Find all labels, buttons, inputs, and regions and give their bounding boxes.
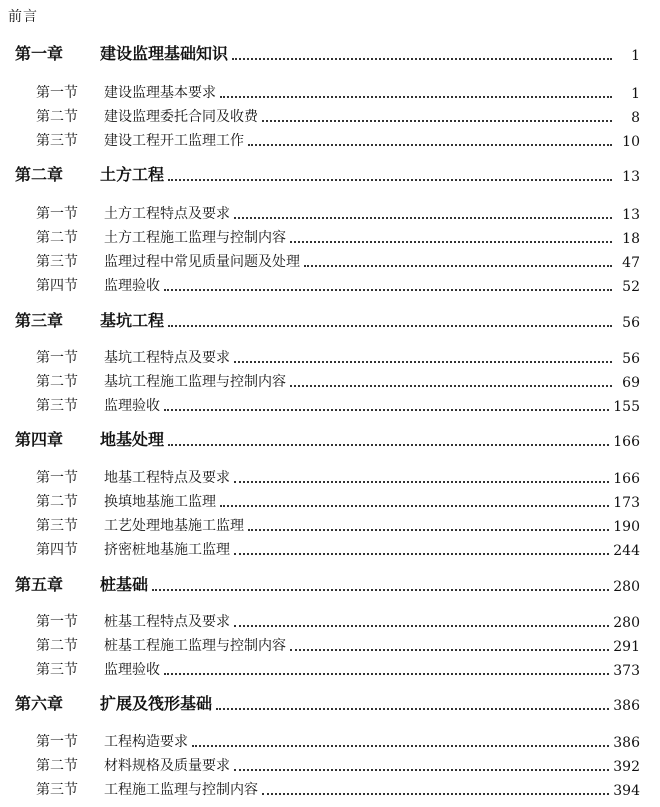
section-title: 基坑工程施工监理与控制内容: [104, 374, 286, 390]
section-label: 第一节: [36, 85, 78, 101]
section-title: 桩基工程施工监理与控制内容: [104, 638, 286, 654]
section-title: 换填地基施工监理: [104, 494, 216, 510]
toc-section-1-3[interactable]: [0, 128, 660, 150]
dot-leader: [290, 384, 612, 387]
page-number: 10: [622, 134, 640, 150]
chapter-title: 桩基础: [100, 575, 149, 594]
dot-leader: [220, 95, 612, 98]
page-number: 394: [613, 783, 640, 799]
section-title: 挤密桩地基施工监理: [104, 542, 230, 558]
toc-section-5-2[interactable]: [0, 633, 660, 655]
toc-section-1-1[interactable]: [0, 80, 660, 102]
toc-section-4-2[interactable]: [0, 489, 660, 511]
page-number: 69: [622, 375, 640, 391]
section-label: 第四节: [36, 278, 78, 294]
section-label: 第二节: [36, 109, 78, 125]
toc-section-6-1[interactable]: [0, 729, 660, 751]
toc-section-2-1[interactable]: [0, 201, 660, 223]
section-label: 第一节: [36, 470, 78, 486]
section-title: 工程构造要求: [104, 734, 188, 750]
dot-leader: [234, 624, 609, 627]
page-number: 13: [622, 169, 640, 185]
page-number: 1: [631, 48, 640, 64]
dot-leader: [234, 768, 609, 771]
page-number: 52: [622, 279, 640, 295]
section-title: 桩基工程特点及要求: [104, 614, 230, 630]
toc-section-5-3[interactable]: [0, 657, 660, 679]
dot-leader: [164, 408, 609, 411]
page-number: 244: [613, 543, 640, 559]
section-title: 基坑工程特点及要求: [104, 350, 230, 366]
dot-leader: [290, 240, 612, 243]
page-number: 47: [622, 255, 640, 271]
toc-section-4-4[interactable]: [0, 537, 660, 559]
section-title: 土方工程特点及要求: [104, 206, 230, 222]
chapter-label: 第三章: [15, 311, 64, 330]
dot-leader: [234, 480, 609, 483]
page-number: 386: [613, 735, 640, 751]
chapter-label: 第五章: [15, 575, 64, 594]
section-title: 工艺处理地基施工监理: [104, 518, 244, 534]
toc-section-4-3[interactable]: [0, 513, 660, 535]
toc-chapter-4[interactable]: [0, 428, 660, 450]
toc-section-3-3[interactable]: [0, 393, 660, 415]
section-label: 第三节: [36, 254, 78, 270]
toc-section-3-2[interactable]: [0, 369, 660, 391]
page-number: 373: [613, 663, 640, 679]
section-title: 建设监理委托合同及收费: [104, 109, 258, 125]
dot-leader: [232, 57, 612, 60]
dot-leader: [234, 552, 609, 555]
section-title: 工程施工监理与控制内容: [104, 782, 258, 798]
dot-leader: [248, 528, 609, 531]
section-label: 第三节: [36, 662, 78, 678]
section-title: 监理验收: [104, 278, 160, 294]
section-title: 材料规格及质量要求: [104, 758, 230, 774]
section-label: 第三节: [36, 518, 78, 534]
dot-leader: [192, 744, 609, 747]
page-number: 166: [613, 434, 640, 450]
section-title: 建设监理基本要求: [104, 85, 216, 101]
preface-heading: 前言: [8, 9, 38, 25]
chapter-title: 地基处理: [100, 430, 165, 449]
page-number: 166: [613, 471, 640, 487]
page-number: 13: [622, 207, 640, 223]
dot-leader: [248, 143, 612, 146]
chapter-label: 第四章: [15, 430, 64, 449]
chapter-label: 第二章: [15, 165, 64, 184]
chapter-title: 土方工程: [100, 165, 165, 184]
toc-section-2-2[interactable]: [0, 225, 660, 247]
toc-chapter-2[interactable]: [0, 163, 660, 185]
section-label: 第三节: [36, 133, 78, 149]
page-number: 280: [613, 579, 640, 595]
chapter-label: 第六章: [15, 694, 64, 713]
dot-leader: [168, 178, 612, 181]
dot-leader: [216, 707, 609, 710]
section-label: 第二节: [36, 374, 78, 390]
section-label: 第三节: [36, 398, 78, 414]
toc-section-6-3[interactable]: [0, 777, 660, 799]
page-number: 8: [631, 110, 640, 126]
section-label: 第二节: [36, 494, 78, 510]
chapter-title: 基坑工程: [100, 311, 165, 330]
toc-section-4-1[interactable]: [0, 465, 660, 487]
page-number: 56: [622, 351, 640, 367]
page-number: 155: [613, 399, 640, 415]
section-label: 第一节: [36, 350, 78, 366]
page-number: 18: [622, 231, 640, 247]
dot-leader: [290, 648, 609, 651]
page-number: 56: [622, 315, 640, 331]
dot-leader: [234, 216, 612, 219]
section-label: 第二节: [36, 230, 78, 246]
toc-chapter-5[interactable]: [0, 573, 660, 595]
toc-section-1-2[interactable]: [0, 104, 660, 126]
section-label: 第三节: [36, 782, 78, 798]
section-title: 建设工程开工监理工作: [104, 133, 244, 149]
chapter-label: 第一章: [15, 44, 64, 63]
dot-leader: [304, 264, 612, 267]
page-number: 280: [613, 615, 640, 631]
section-label: 第一节: [36, 206, 78, 222]
section-title: 土方工程施工监理与控制内容: [104, 230, 286, 246]
dot-leader: [220, 504, 609, 507]
section-title: 监理过程中常见质量问题及处理: [104, 254, 300, 270]
page-number: 190: [613, 519, 640, 535]
dot-leader: [168, 443, 609, 446]
section-title: 监理验收: [104, 398, 160, 414]
section-label: 第一节: [36, 734, 78, 750]
page-number: 392: [613, 759, 640, 775]
dot-leader: [262, 119, 612, 122]
toc-section-3-1[interactable]: [0, 345, 660, 367]
toc-chapter-1[interactable]: [0, 42, 660, 64]
dot-leader: [234, 360, 612, 363]
toc-section-2-4[interactable]: [0, 273, 660, 295]
toc-section-2-3[interactable]: [0, 249, 660, 271]
page-number: 173: [613, 495, 640, 511]
dot-leader: [164, 288, 612, 291]
page-number: 291: [613, 639, 640, 655]
toc-chapter-3[interactable]: [0, 309, 660, 331]
dot-leader: [168, 324, 612, 327]
chapter-title: 扩展及筏形基础: [100, 694, 213, 713]
section-title: 地基工程特点及要求: [104, 470, 230, 486]
section-label: 第四节: [36, 542, 78, 558]
page-number: 1: [631, 86, 640, 102]
toc-section-5-1[interactable]: [0, 609, 660, 631]
section-title: 监理验收: [104, 662, 160, 678]
dot-leader: [152, 588, 609, 591]
dot-leader: [262, 792, 609, 795]
dot-leader: [164, 672, 609, 675]
toc-chapter-6[interactable]: [0, 692, 660, 714]
toc-section-6-2[interactable]: [0, 753, 660, 775]
section-label: 第二节: [36, 638, 78, 654]
chapter-title: 建设监理基础知识: [100, 44, 229, 63]
section-label: 第一节: [36, 614, 78, 630]
section-label: 第二节: [36, 758, 78, 774]
page-number: 386: [613, 698, 640, 714]
